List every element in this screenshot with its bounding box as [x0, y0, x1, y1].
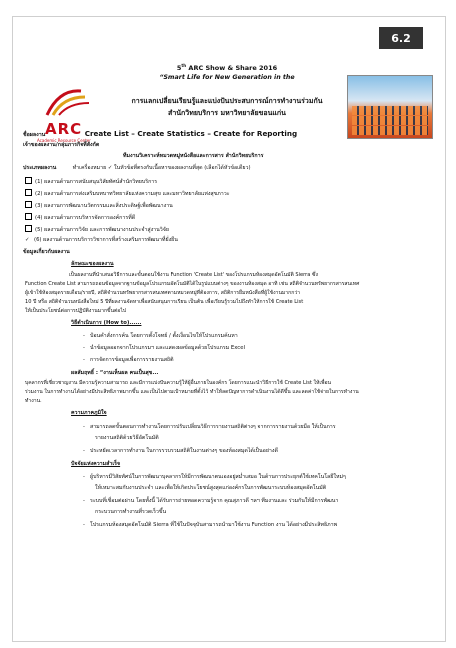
characteristics-paragraph: เป็นผลงานที่นำเสนอวิธีการและขั้นตอนใช้งาน Function 'Create List' ของโปรแกรมห้องสมุดอัตโนมัติ Sierra ซึ่ง Function Create List สามารถถอนข้อมูลจากฐานข้อมูลโปรแกรมอัตโนมัติได้ในรูปแบบต่างๆ ของงานห้องสมุด อาทิ เช่น สถิติจำนวนทรัพยากรสารสนเทศ ผู้เข้าใช้ห้องสมุดรายเดือน/รายปี, สถิติจำนวนทรัพยากรสารสนเทศตามหมวดหมู่ที่ต้องการ, สถิติการยืมหนังสือที่ผู้ใช้งานมากกว่า 10 ปี หรือ สถิติจำนวนหนังสือใหม่ 5 ปีที่ผลงานจัดหาเพื่อสนับสนุนการเรียน เป็นต้น เพื่อเรียนรู้รวมไปถึงทำให้การใช้ Create List ให้เป็นประโยชน์ต่อการปฏิบัติงานมากขึ้นต่อไป — [25, 272, 360, 314]
factor-item-1-cont: ให้เหมาะสมกับงานประจำ และเพื่อให้เกิดประโยชน์สูงสุดแก่องค์กรในการพัฒนาระบบห้องสมุดอัตโนมัติ — [95, 485, 327, 491]
method-step-2: - นำข้อมูลออกจากโปรแกรมฯ และแสดงผลข้อมูลด้วยโปรแกรม Excel — [83, 345, 245, 351]
owner-label: เจ้าของผลงาน/กลุ่มภารกิจที่สังกัด — [23, 142, 100, 148]
method-step-1: - ป้อนคำสั่งการค้น โดยการตั้งโจทย์ / ตั้งเงื่อนไขให้โปรแกรมค้นหา — [83, 333, 238, 339]
checkbox-icon — [25, 225, 32, 232]
type-option-4: (4) ผลงานด้านการบริหารจัดการองค์การที่ดี — [25, 213, 135, 222]
factor-item-2: - ระบบที่เชื่อมต่อผ่าน โดยทั้งนี้ ได้รับการถ่ายทอดความรู้จาก คุณสุภาวดี ฯลฯ ทีมงานและ ร่วมกันให้มีการพัฒนา — [83, 498, 339, 504]
type-option-3: (3) ผลงานการพัฒนานวัตกรรมและสิ่งประดิษฐ์เพื่อพัฒนางาน — [25, 201, 173, 210]
type-option-6: ✓ (6) ผลงานด้านการบริการวิชาการที่สร้างเสริมการพัฒนาที่ยั่งยืน — [25, 237, 178, 243]
factor-item-2-cont: กระบวนการทำงานที่รวดเร็วขึ้น — [95, 509, 167, 515]
pride-item-1-cont: รายงานสถิติด้วยวิธีอัตโนมัติ — [95, 435, 159, 441]
type-option-5: (5) ผลงานด้านการวิจัย และการพัฒนางานประจำสู่งานวิจัย — [25, 225, 169, 234]
heading-thai-1: การแลกเปลี่ยนเรียนรู้และแบ่งปันประสบการณ์การทำงานร่วมกัน — [131, 97, 323, 105]
type-option-2: (2) ผลงานด้านการส่งเสริมบทบาทวิทยาลัยแห่งความสุข และมหาวิทยาลัยแห่งสุขภาวะ — [25, 189, 230, 198]
document-page — [12, 16, 446, 642]
pride-item-2: - ประหยัดเวลาการทำงาน ในการรวบรวมสถิติในงานต่างๆ ของห้องสมุดได้เป็นอย่างดี — [83, 448, 278, 454]
work-name-label: ชื่อผลงาน — [23, 132, 46, 138]
result-heading: ผลสัมฤทธิ์ : “งานเห็นผล คนเป็นสุข... — [71, 370, 159, 376]
section-heading: ข้อมูลเกี่ยวกับผลงาน — [23, 249, 70, 255]
work-name-value: Create List – Create Statistics – Create for Reporting — [84, 129, 298, 138]
checkbox-icon — [25, 189, 32, 196]
method-step-3: - การจัดการข้อมูลเพื่อการรายงานสถิติ — [83, 357, 174, 363]
heading-thai-2: สำนักวิทยบริการ มหาวิทยาลัยขอนแก่น — [168, 109, 286, 117]
pride-item-1: - สามารถลดขั้นตอนการทำงานโดยการปรับเปลี่ยนวิธีการรายงานสถิติต่างๆ จากการรายงานด้วยมือ ให้เป็นการ — [83, 424, 336, 430]
pride-heading: ความภาคภูมิใจ — [71, 410, 107, 416]
owner-value: ทีมงานวิเคราะห์หมวดหมู่หนังสือและการสาร สำนักวิทยบริการ — [123, 153, 264, 159]
logo-text: ARC — [45, 120, 83, 138]
checkbox-icon — [25, 213, 32, 220]
group-photo — [347, 75, 433, 139]
factor-item-1: - ผู้บริหารมีวิสัยทัศน์ในการพัฒนาบุคลากรให้มีการพัฒนาตนเองอยู่สม่ำเสมอ ในด้านการประยุกต์ใช้เทคโนโลยีใหม่ๆ — [83, 474, 346, 480]
event-slogan: “Smart Life for New Generation in the — [159, 74, 295, 81]
factor-item-3: - โปรแกรมห้องสมุดอัตโนมัติ Sierra ที่ใช้ในปัจจุบันสามารถนำมาใช้งาน Function งาน ได้อย่างมีประสิทธิภาพ — [83, 522, 338, 528]
type-option-1: (1) ผลงานด้านการสนับสนุนวิสัยทัศน์สำนักวิทยบริการ — [25, 177, 157, 186]
type-label: ประเภทผลงาน — [23, 165, 57, 171]
checkbox-icon — [25, 177, 32, 184]
characteristics-heading: ลักษณะของผลงาน — [71, 261, 114, 267]
arc-logo — [41, 85, 101, 121]
checkbox-icon — [25, 201, 32, 208]
work-name-row — [23, 130, 297, 139]
type-instruction: ทำเครื่องหมาย ✓ ในหัวข้อที่ตรงกับเนื้อหาของผลงานที่สุด (เลือกได้หัวข้อเดียว) — [72, 165, 251, 171]
logo-tagline: Academic Resource Center — [37, 138, 91, 143]
event-title: 5th ARC Show & Share 2016 — [176, 63, 278, 73]
success-factors-heading: ปัจจัยแห่งความสำเร็จ — [71, 461, 121, 467]
page-number-badge: 6.2 — [379, 27, 423, 49]
result-paragraph: บุคลากรที่เชี่ยวชาญงาน มีความรู้ความสามารถ และมีการแบ่งปันความรู้ให้ผู้อื่นภายในองค์กร โดยการแนะนำวิธีการใช้ Create List ให้เพื่อน ร่วมงาน ในการทำงานได้อย่างมีประสิทธิภาพมากขึ้น และเป็นไปตามเป้าหมายที่ตั้งไว้ ทำให้ลดปัญหาการดำเนินงานได้ดีขึ้น และลดค่าใช้จ่ายในการทำงาน ทำงาน. — [25, 380, 359, 404]
check-mark-icon: ✓ — [25, 237, 30, 243]
type-row — [23, 165, 251, 172]
method-heading: วิธีดำเนินการ (How to)...... — [71, 320, 142, 326]
